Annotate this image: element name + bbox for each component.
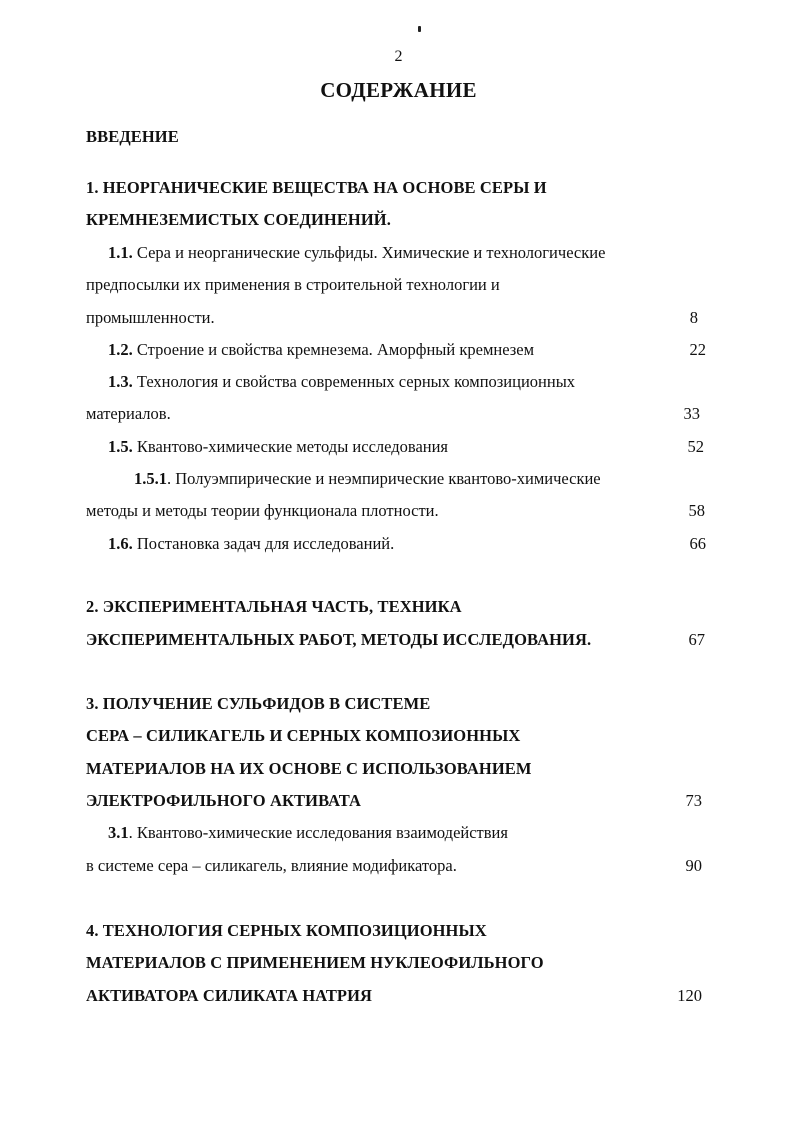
- toc-subsection-1-3-line-2: материалов.: [86, 404, 171, 423]
- toc-section-2-line-2: ЭКСПЕРИМЕНТАЛЬНЫХ РАБОТ, МЕТОДЫ ИССЛЕДОВАНИЯ.: [86, 630, 592, 649]
- page-ref-1-5-1: 58: [688, 501, 705, 520]
- page-ref-1-5: 52: [687, 437, 704, 456]
- subsection-number: 1.3.: [108, 372, 133, 391]
- subsection-text: Постановка задач для исследований.: [136, 534, 395, 553]
- toc-subsection-3-1: [108, 823, 508, 843]
- page-ref-1-6: 66: [689, 534, 706, 553]
- toc-section-2-line-1: 2. ЭКСПЕРИМЕНТАЛЬНАЯ ЧАСТЬ, ТЕХНИКА: [86, 597, 462, 616]
- subsection-text: Технология и свойства современных серных композиционных: [136, 372, 576, 391]
- toc-section-4-line-3: АКТИВАТОРА СИЛИКАТА НАТРИЯ: [86, 986, 373, 1005]
- toc-section-3-line-1: 3. ПОЛУЧЕНИЕ СУЛЬФИДОВ В СИСТЕМЕ: [86, 694, 431, 713]
- toc-subsection-1-1-line-2: предпосылки их применения в строительной технологии и: [86, 275, 500, 294]
- page-title: СОДЕРЖАНИЕ: [320, 78, 477, 102]
- toc-section-4-line-1: 4. ТЕХНОЛОГИЯ СЕРНЫХ КОМПОЗИЦИОННЫХ: [86, 921, 487, 940]
- toc-subsection-1-5-1: [134, 469, 601, 489]
- toc-subsection-1-5: [108, 437, 448, 457]
- page-number: 2: [394, 48, 403, 65]
- toc-section-4-line-2: МАТЕРИАЛОВ С ПРИМЕНЕНИЕМ НУКЛЕОФИЛЬНОГО: [86, 953, 544, 972]
- toc-subsection-1-2: [108, 340, 534, 360]
- toc-section-1-line-2: КРЕМНЕЗЕМИСТЫХ СОЕДИНЕНИЙ.: [86, 210, 391, 229]
- subsection-text: Строение и свойства кремнезема. Аморфный кремнезем: [136, 340, 535, 359]
- toc-subsection-3-1-line-2: в системе сера – силикагель, влияние модификатора.: [86, 856, 457, 875]
- toc-subsection-1-5-1-line-2: методы и методы теории функционала плотности.: [86, 501, 439, 520]
- toc-intro: ВВЕДЕНИЕ: [86, 127, 179, 146]
- scan-speck: [418, 26, 421, 32]
- page-ref-3-1: 90: [685, 856, 702, 875]
- subsection-text: . Полуэмпирические и неэмпирические квантово-химические: [167, 469, 601, 488]
- toc-subsection-1-3: [108, 372, 575, 392]
- toc-subsection-1-1-line-3: промышленности.: [86, 308, 215, 327]
- toc-subsection-1-6: [108, 534, 394, 554]
- subsection-number: 1.5.: [108, 437, 133, 456]
- page-ref-1-2: 22: [689, 340, 706, 359]
- subsection-text: Сера и неорганические сульфиды. Химические и технологические: [136, 243, 606, 262]
- subsection-number: 1.1.: [108, 243, 133, 262]
- toc-section-1-line-1: 1. НЕОРГАНИЧЕСКИЕ ВЕЩЕСТВА НА ОСНОВЕ СЕРЫ И: [86, 178, 547, 197]
- page-ref-section-3: 73: [685, 791, 702, 810]
- subsection-number: 1.2.: [108, 340, 133, 359]
- subsection-number: 1.5.1: [134, 469, 167, 488]
- subsection-number: 3.1: [108, 823, 129, 842]
- subsection-text: Квантово-химические методы исследования: [136, 437, 449, 456]
- subsection-text: . Квантово-химические исследования взаимодействия: [128, 823, 508, 842]
- page-ref-1-3: 33: [683, 404, 700, 423]
- page-ref-section-4: 120: [677, 986, 702, 1005]
- toc-subsection-1-1: [108, 243, 605, 263]
- toc-section-3-line-3: МАТЕРИАЛОВ НА ИХ ОСНОВЕ С ИСПОЛЬЗОВАНИЕМ: [86, 759, 532, 778]
- toc-section-3-line-4: ЭЛЕКТРОФИЛЬНОГО АКТИВАТА: [86, 791, 362, 810]
- toc-section-3-line-2: СЕРА – СИЛИКАГЕЛЬ И СЕРНЫХ КОМПОЗИОННЫХ: [86, 726, 521, 745]
- page-ref-section-2: 67: [688, 630, 705, 649]
- page-ref-1-1: 8: [689, 308, 698, 327]
- subsection-number: 1.6.: [108, 534, 133, 553]
